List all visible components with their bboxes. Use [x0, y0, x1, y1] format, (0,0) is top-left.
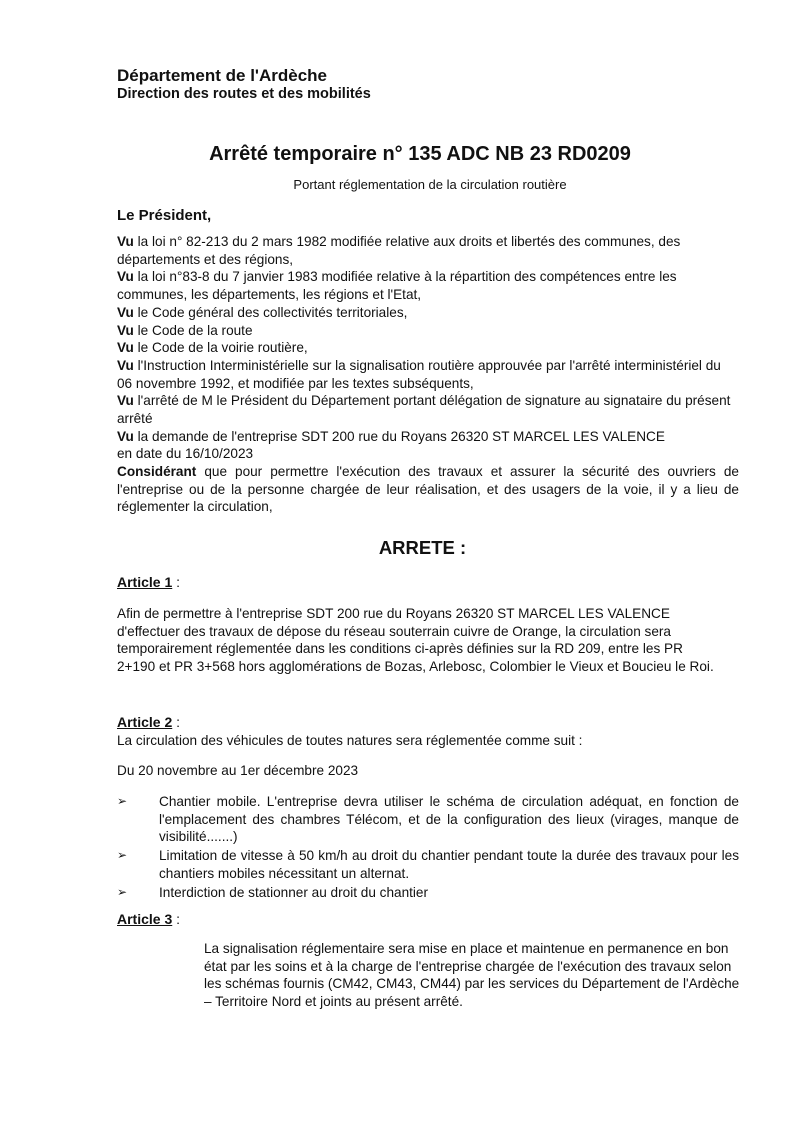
article-3-body: La signalisation réglementaire sera mise en place et maintenue en permanence en bon état par les soins et à la charge de l'entreprise chargée de l'exécution des travaux selon les schémas fournis (CM42, CM43, CM44) par les services du Département de l'Ardèche – Territoire Nord et joints au présent arrêté. — [204, 941, 740, 1010]
vu-item: Vu la loi n° 82-213 du 2 mars 1982 modifiée relative aux droits et libertés des communes, des départements et des régions, — [117, 234, 681, 267]
article-2-dates: Du 20 novembre au 1er décembre 2023 — [117, 763, 359, 778]
president-heading: Le Président, — [117, 207, 212, 224]
vu-item: Vu l'arrêté de M le Président du Département portant délégation de signature au signataire du présent arrêté — [117, 393, 731, 427]
considerant-text: que pour permettre l'exécution des travaux et assurer la sécurité des ouvriers de l'entreprise ou de la personne chargée de leur réalisation, et des usagers de la voie, il y a lieu de réglementer la circulation, — [117, 464, 739, 515]
considerant-lead: Considérant — [117, 464, 197, 479]
arrowhead-bullet-icon: ➢ — [117, 794, 128, 808]
article-2-heading: Article 2 : — [117, 714, 181, 730]
arrete-heading: ARRETE : — [378, 537, 467, 558]
department-name: Département de l'Ardèche — [117, 66, 327, 85]
vu-item: Vu le Code général des collectivités territoriales, — [117, 304, 408, 320]
vu-item: Vu le Code de la route — [117, 322, 253, 338]
decree-title: Arrêté temporaire n° 135 ADC NB 23 RD0209 — [209, 143, 631, 165]
article-1-heading: Article 1 : — [117, 574, 181, 590]
bullet-item: ➢ Chantier mobile. L'entreprise devra utiliser le schéma de circulation adéquat, en fonction de l'emplacement des chambres Télécom, et de la configuration des lieux (virages, manque de visibilité.......) — [117, 794, 739, 845]
vu-item: Vu la demande de l'entreprise SDT 200 rue du Royans 26320 ST MARCEL LES VALENCE — [117, 428, 665, 444]
arrowhead-bullet-icon: ➢ — [117, 848, 128, 863]
decree-subtitle: Portant réglementation de la circulation routière — [293, 177, 567, 192]
bullet-item: ➢ Interdiction de stationner au droit du chantier — [117, 884, 429, 900]
direction-name: Direction des routes et des mobilités — [117, 86, 371, 102]
article-2-body: La circulation des véhicules de toutes natures sera réglementée comme suit : — [117, 733, 583, 748]
bullet-item: ➢ Limitation de vitesse à 50 km/h au droit du chantier pendant toute la durée des travaux pour les chantiers mobiles nécessitant un alternat. — [117, 848, 739, 881]
vu-item: Vu le Code de la voirie routière, — [117, 340, 308, 356]
article-1-body: Afin de permettre à l'entreprise SDT 200 rue du Royans 26320 ST MARCEL LES VALENCE d'effectuer des travaux de dépose du réseau souterrain cuivre de Orange, la circulation sera temporairement réglementée dans les conditions ci-après définies sur la RD 209, entre les PR 2+190 et PR 3+568 hors agglomérations de Bozas, Arlebosc, Colombier le Vieux et Boucieu le Roi. — [117, 606, 714, 675]
vu-item: Vu la loi n°83-8 du 7 janvier 1983 modifiée relative à la répartition des compétences entre les communes, les départements, les régions et l'Etat, — [117, 269, 677, 303]
vu-date: en date du 16/10/2023 — [117, 446, 254, 462]
arrowhead-bullet-icon: ➢ — [117, 884, 128, 899]
article-3-heading: Article 3 : — [117, 911, 181, 927]
considerant-paragraph — [117, 463, 739, 516]
vu-item: Vu l'Instruction Interministérielle sur la signalisation routière approuvée par l'arrêté interministériel du 06 novembre 1992, et modifiée par les textes subséquents, — [117, 357, 721, 391]
vu-list — [117, 233, 739, 463]
article-2-bullets — [117, 793, 739, 902]
